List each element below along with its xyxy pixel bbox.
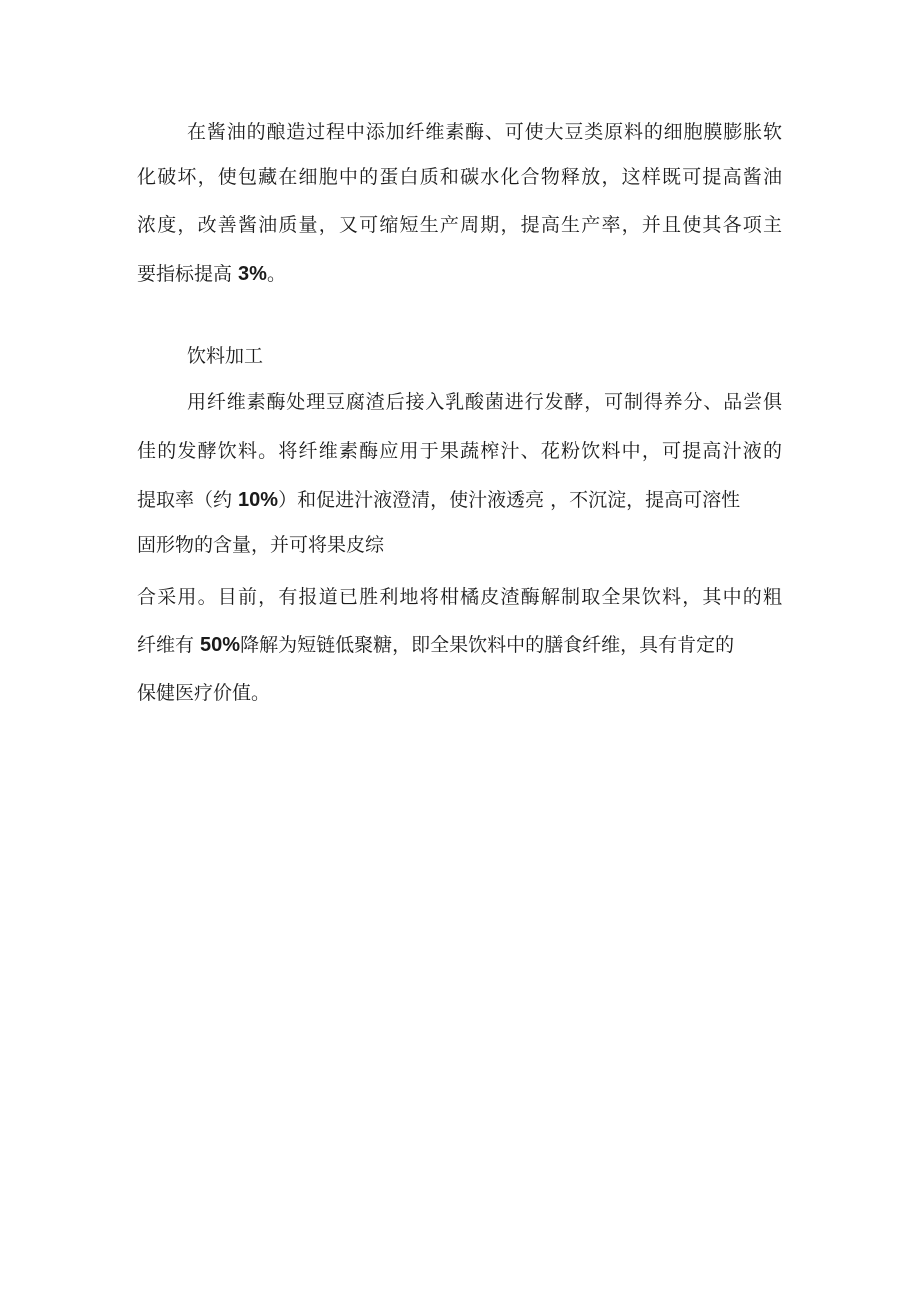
paragraph1-line4 [137,259,286,289]
section-heading: 饮料加工 [187,345,264,367]
percentage-10: 10% [238,489,279,511]
paragraph2-line4: 固形物的含量，并可将果皮综 [137,534,385,556]
paragraph1-line4-prefix: 要指标提高 [137,263,239,285]
paragraph2-line7: 保健医疗价值。 [137,682,271,704]
paragraph2-line5: 合采用。目前，有报道已胜利地将柑橘皮渣酶解制取全果饮料，其中的粗 [137,586,782,608]
paragraph1-line4-suffix: 。 [266,263,286,285]
paragraph2-line3-suffix: ）和促进汁液澄清，使汁液透亮 ，不沉淀，提高可溶性 [278,489,741,511]
percentage-3: 3% [238,263,267,285]
paragraph2-line3-prefix: 提取率（约 [137,489,239,511]
paragraph1-line1: 在酱油的酿造过程中添加纤维素酶、可使大豆类原料的细胞膜膨胀软 [187,121,782,143]
paragraph2-line6-suffix: 降解为短链低聚糖，即全果饮料中的膳食纤维，具有肯定的 [240,634,735,656]
percentage-50: 50% [200,634,241,656]
paragraph2-line3 [137,485,782,515]
paragraph2-line2: 佳的发酵饮料。将纤维素酶应用于果蔬榨汁、花粉饮料中，可提高汁液的 [137,440,782,462]
paragraph2-line1: 用纤维素酶处理豆腐渣后接入乳酸菌进行发酵，可制得养分、品尝俱 [187,391,782,413]
paragraph2-line6-prefix: 纤维有 [137,634,201,656]
paragraph2-line6 [137,630,734,660]
paragraph1-line3: 浓度，改善酱油质量，又可缩短生产周期，提高生产率，并且使其各项主 [137,214,782,236]
paragraph1-line2: 化破坏，使包藏在细胞中的蛋白质和碳水化合物释放，这样既可提高酱油 [137,166,782,188]
